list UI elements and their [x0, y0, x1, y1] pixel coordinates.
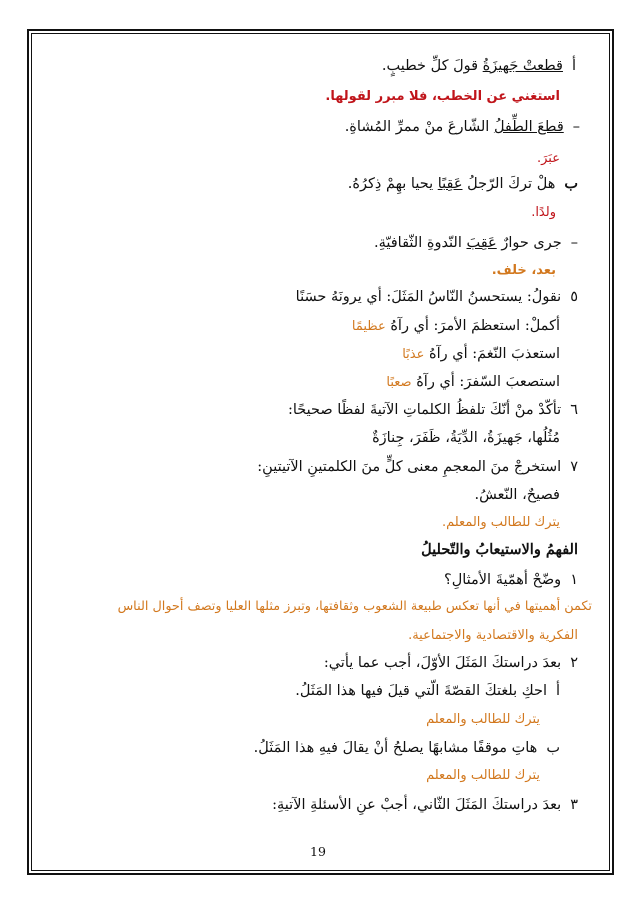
word-list: مُثُلُها، جَهيزَةُ، الدِّيَةُ، ظَفَرَ، جِنازَةٌ — [372, 430, 560, 446]
question-number: ٧ — [570, 459, 578, 475]
answer-meaning: عبَرَ. — [537, 151, 560, 166]
question-number: ٥ — [570, 289, 578, 305]
question-number: ٣ — [570, 797, 578, 813]
complete-line: استعذبَ النّغمَ: أي رآهُ عذبًا — [402, 346, 560, 362]
answer-meaning: بعد، خلف. — [491, 263, 556, 278]
question-2: ٢بعدَ دراستكَ المَثَلَ الأوّلَ، أجب عما يأتي: — [323, 655, 578, 671]
highlighted-phrase: قطعَ الطِّفلُ — [493, 119, 564, 135]
question-6: ٦تأكّدْ منْ أنّكَ تلفظُ الكلماتِ الآتيةَ لفظًا صحيحًا: — [287, 402, 578, 418]
item-b-sentence: بهلْ تركَ الرّجلُ عَقِبًا يحيا بهِمْ ذِكرُهُ. — [347, 175, 578, 192]
question-number: ٢ — [570, 655, 578, 671]
item-marker: ب — [564, 175, 578, 192]
answer-word: عذبًا — [402, 347, 425, 362]
teacher-note: يترك للطالب والمعلم — [426, 712, 540, 727]
section-heading: الفهمُ والاستيعابُ والتّحليلُ — [421, 541, 578, 558]
answer-word: عظيمًا — [351, 319, 386, 334]
item-dash-sentence: –قطعَ الطِّفلُ الشّارعَ منْ ممرِّ المُشاةِ. — [344, 119, 580, 135]
item-a-sentence: أقطعتْ جَهيزَةُ قولَ كلِّ خطيبٍ. — [381, 58, 576, 74]
question-3: ٣بعدَ دراستكَ المَثَلَ الثّاني، أجبْ عنِ الأسئلةِ الآتيةِ: — [272, 797, 578, 813]
question-1: ١وضّحْ أهمّيةَ الأمثالِ؟ — [444, 572, 578, 588]
answer-meaning: ولدًا. — [531, 205, 556, 220]
question-7: ٧استخرجْ منَ المعجمِ معنى كلٍّ منَ الكلمتينِ الآتيتينِ: — [257, 459, 578, 475]
highlighted-phrase: قطعتْ جَهيزَةُ — [482, 58, 563, 74]
word-list: فصيحٌ، النّعشُ. — [474, 487, 560, 503]
answer-meaning: استغني عن الخطب، فلا مبرر لقولها. — [325, 89, 560, 104]
complete-line: استصعبَ السّفرَ: أي رآهُ صعبًا — [386, 374, 560, 390]
highlighted-phrase: عَقِبَ — [466, 235, 497, 251]
answer-word: صعبًا — [386, 375, 412, 390]
item-marker: أ — [555, 683, 560, 699]
item-dash-sentence: –جرى حوارٌ عَقِبَ النّدوةِ الثّقافيّةِ. — [373, 235, 578, 251]
complete-line: أكملْ: استعظمَ الأمرَ: أي رآهُ عظيمًا — [351, 318, 560, 334]
question-number: ٦ — [570, 402, 578, 418]
answer-paragraph-cont: الفكرية والاقتصادية والاجتماعية. — [408, 628, 578, 643]
sub-question-a: أاحكِ بلغتكَ القصّةَ الّتي قيلَ فيها هذا المَثَلُ. — [295, 683, 560, 699]
item-marker: أ — [571, 58, 576, 74]
teacher-note: يترك للطالب والمعلم — [426, 768, 540, 783]
page-number: 19 — [310, 844, 326, 859]
item-marker: ب — [546, 740, 560, 756]
question-5: ٥نقولُ: يستحسنُ النّاسُ المَثَلَ: أي يرونَهُ حسَنًا — [295, 289, 578, 305]
highlighted-phrase: عَقِبًا — [437, 176, 463, 192]
sub-question-b: بهاتِ موقفًا مشابهًا يصلحُ أنْ يقالَ فيهِ هذا المَثَلُ. — [253, 740, 560, 756]
item-marker: – — [572, 119, 580, 135]
item-marker: – — [570, 235, 578, 251]
question-number: ١ — [570, 572, 578, 588]
answer-paragraph: تكمن أهميتها في أنها تعكس طبيعة الشعوب وثقافتها، وتبرز مثلها العليا وتصف أحوال الناس — [117, 599, 592, 614]
teacher-note: يترك للطالب والمعلم. — [441, 515, 560, 530]
